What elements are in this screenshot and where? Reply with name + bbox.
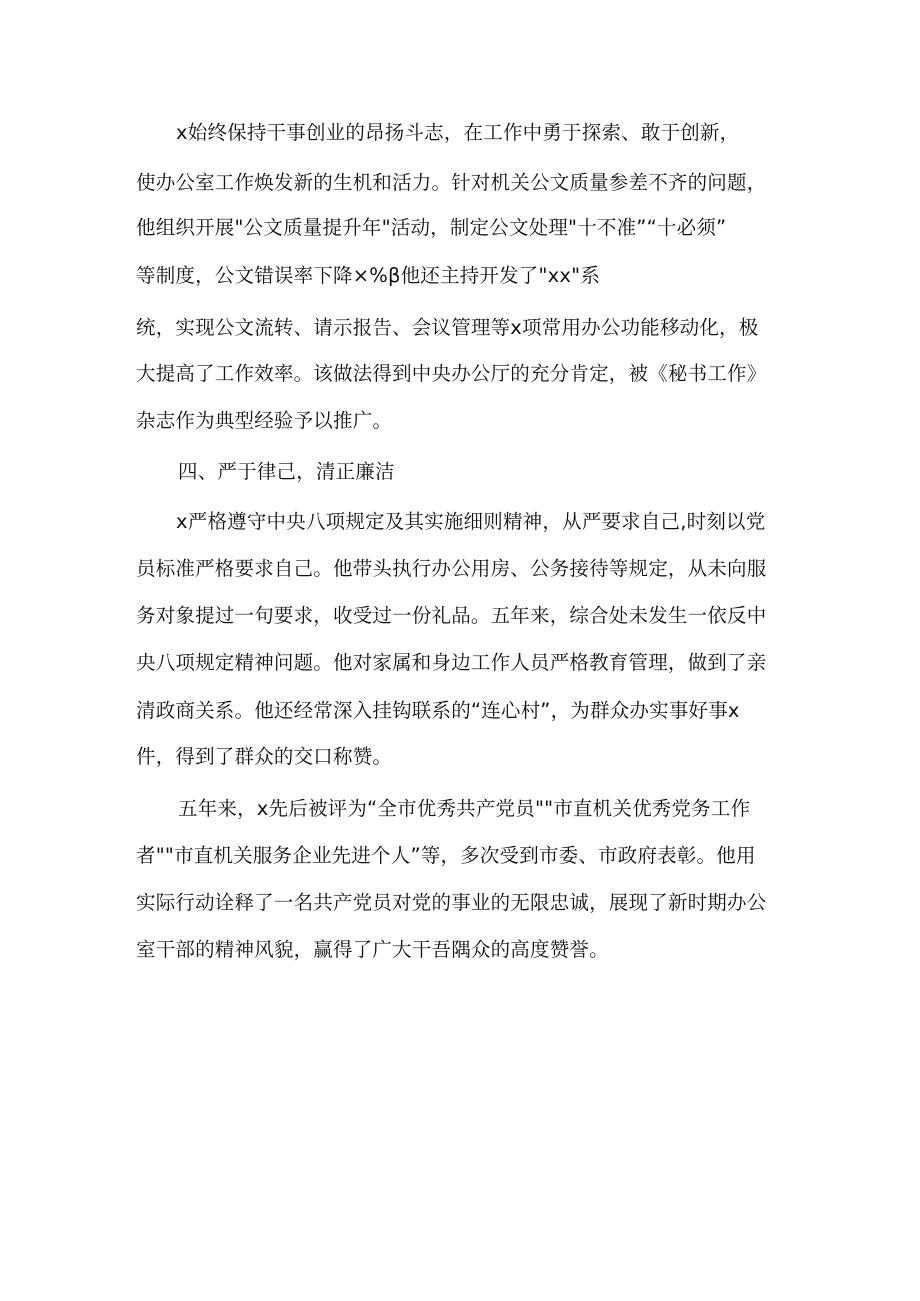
paragraph-1-line-3: 他组织开展"公文质量提升年"活动，制定公文处理"十不准”“十必须” <box>136 216 727 239</box>
paragraph-1-line-6: 大提高了工作效率。该做法得到中央办公厅的充分肯定，被《秘书工作》 <box>136 362 767 385</box>
paragraph-2-line-2: 员标准严格要求自己。他带头执行办公用房、公务接待等规定，从未向服 <box>136 557 767 580</box>
paragraph-2-line-4: 央八项规定精神问题。他对家属和身边工作人员严格教育管理，做到了亲 <box>136 651 767 674</box>
paragraph-2-line-6: 件，得到了群众的交口称赞。 <box>136 745 393 768</box>
paragraph-2-line-3: 务对象提过一句要求，收受过一份礼品。五年来，综合处未发生一依反中 <box>136 604 767 627</box>
paragraph-3-line-3: 实际行动诠释了一名共产党员对党的事业的无限忠诚，展现了新时期办公 <box>136 891 767 914</box>
section-heading: 四、严于律己，清正廉洁 <box>178 460 395 483</box>
paragraph-3-line-4: 室干部的精神风貌，赢得了广大干吾隅众的高度赞誉。 <box>136 938 609 961</box>
paragraph-1-line-1: x始终保持干事创业的昂扬斗志，在工作中勇于探索、敢于创新， <box>176 121 740 144</box>
paragraph-2-line-5: 清政商关系。他还经常深入挂钩联系的“连心村”，为群众办实事好事x <box>136 699 740 722</box>
paragraph-3-line-2: 者""市直机关服务企业先进个人”等，多次受到市委、市政府表彰。他用 <box>136 844 756 867</box>
paragraph-3-line-1: 五年来，x先后被评为“全市优秀共产党员""市直机关优秀党务工作 <box>178 797 751 820</box>
paragraph-1-line-5: 统，实现公文流转、请示报告、会议管理等x项常用办公功能移动化，极 <box>136 316 759 339</box>
paragraph-1-line-2: 使办公室工作焕发新的生机和活力。针对机关公文质量参差不齐的问题， <box>136 171 767 194</box>
paragraph-1-line-4: 等制度，公文错误率下降×%β他还主持开发了"xx"系 <box>136 264 601 287</box>
paragraph-1-line-7: 杂志作为典型经验予以推广。 <box>136 409 393 432</box>
paragraph-2-line-1: x严格遵守中央八项规定及其实施细则精神，从严要求自己,时刻以党 <box>176 510 766 533</box>
